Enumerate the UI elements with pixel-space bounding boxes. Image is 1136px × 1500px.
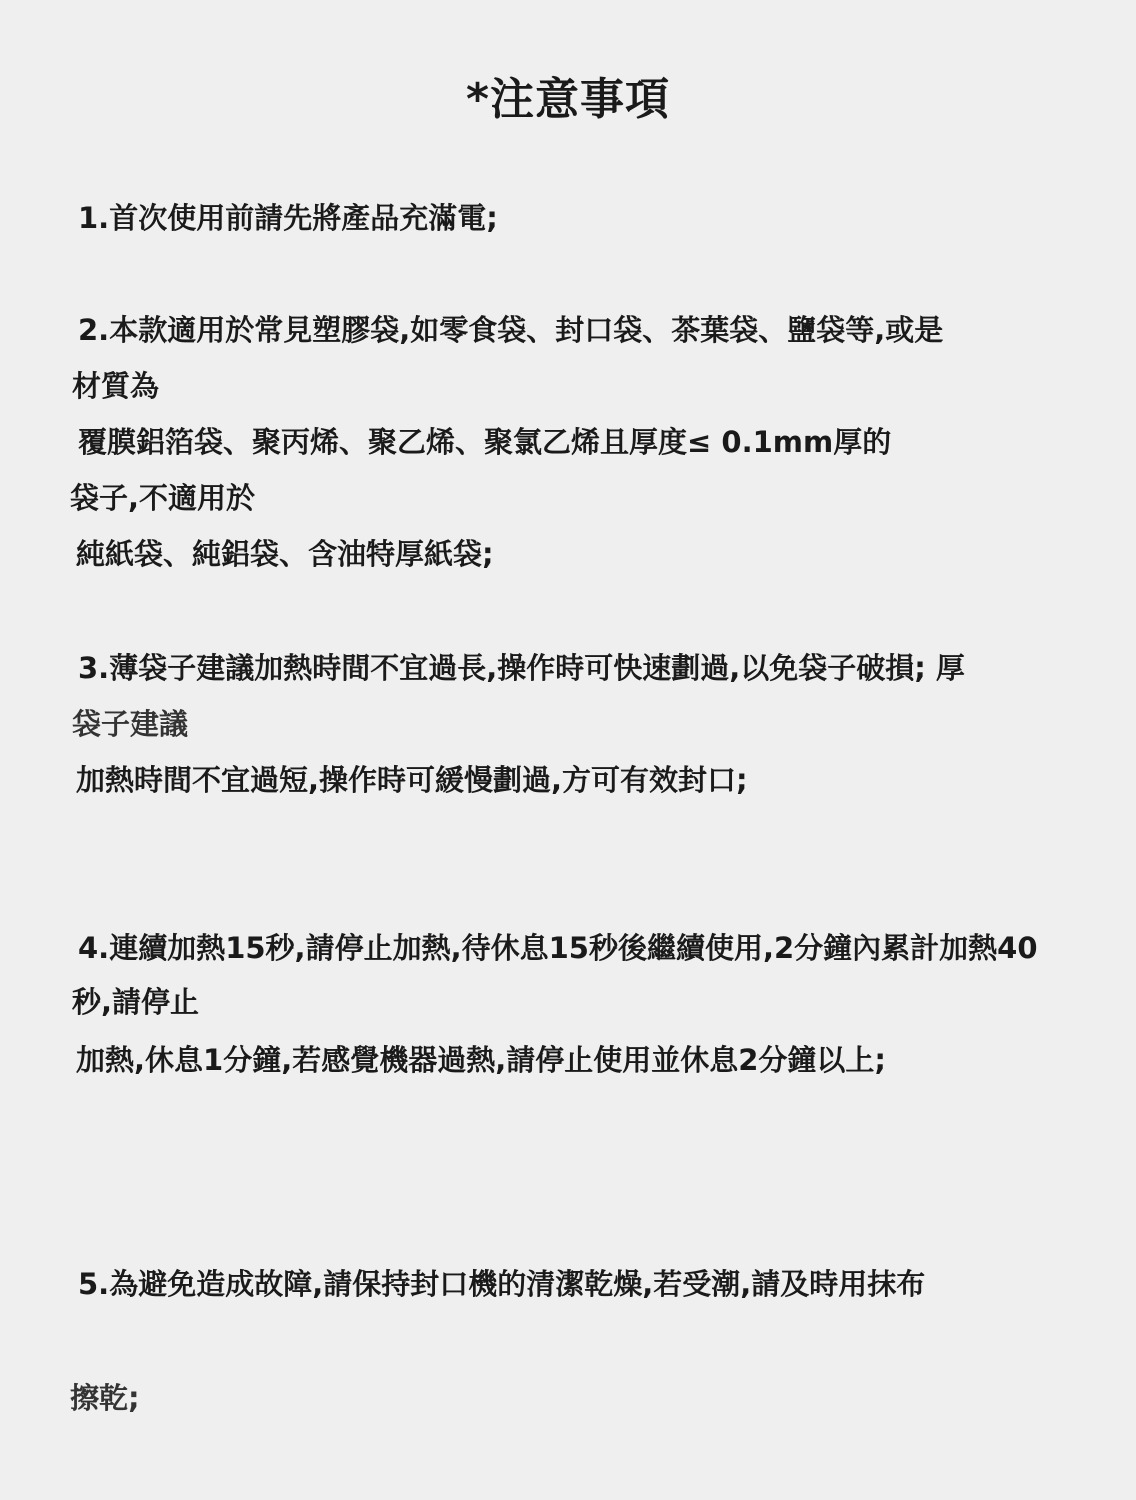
item-3-line-3: 加熱時間不宜過短,操作時可緩慢劃過,方可有效封口; [76, 763, 748, 797]
item-5-line-2: 擦乾; [70, 1381, 140, 1415]
item-2-line-2: 材質為 [72, 369, 160, 403]
item-4-line-2: 秒,請停止 [72, 985, 200, 1019]
item-2-line-4: 袋子,不適用於 [70, 481, 256, 515]
item-3-line-1: 3.薄袋子建議加熱時間不宜過長,操作時可快速劃過,以免袋子破損; 厚 [78, 651, 965, 685]
item-2-line-1: 2.本款適用於常見塑膠袋,如零食袋、封口袋、茶葉袋、鹽袋等,或是 [78, 313, 944, 347]
page-title: *注意事項 [465, 74, 670, 125]
item-2-line-5: 純紙袋、純鋁袋、含油特厚紙袋; [76, 537, 494, 571]
item-4-line-3: 加熱,休息1分鐘,若感覺機器過熱,請停止使用並休息2分鐘以上; [76, 1043, 887, 1077]
item-3-line-2: 袋子建議 [72, 707, 189, 741]
item-2-line-3: 覆膜鋁箔袋、聚丙烯、聚乙烯、聚氯乙烯且厚度≤ 0.1mm厚的 [78, 425, 892, 459]
item-5-line-1: 5.為避免造成故障,請保持封口機的清潔乾燥,若受潮,請及時用抹布 [78, 1267, 926, 1301]
item-4-line-1: 4.連續加熱15秒,請停止加熱,待休息15秒後繼續使用,2分鐘內累計加熱40 [78, 931, 1038, 965]
item-1-line-1: 1.首次使用前請先將產品充滿電; [78, 201, 498, 235]
